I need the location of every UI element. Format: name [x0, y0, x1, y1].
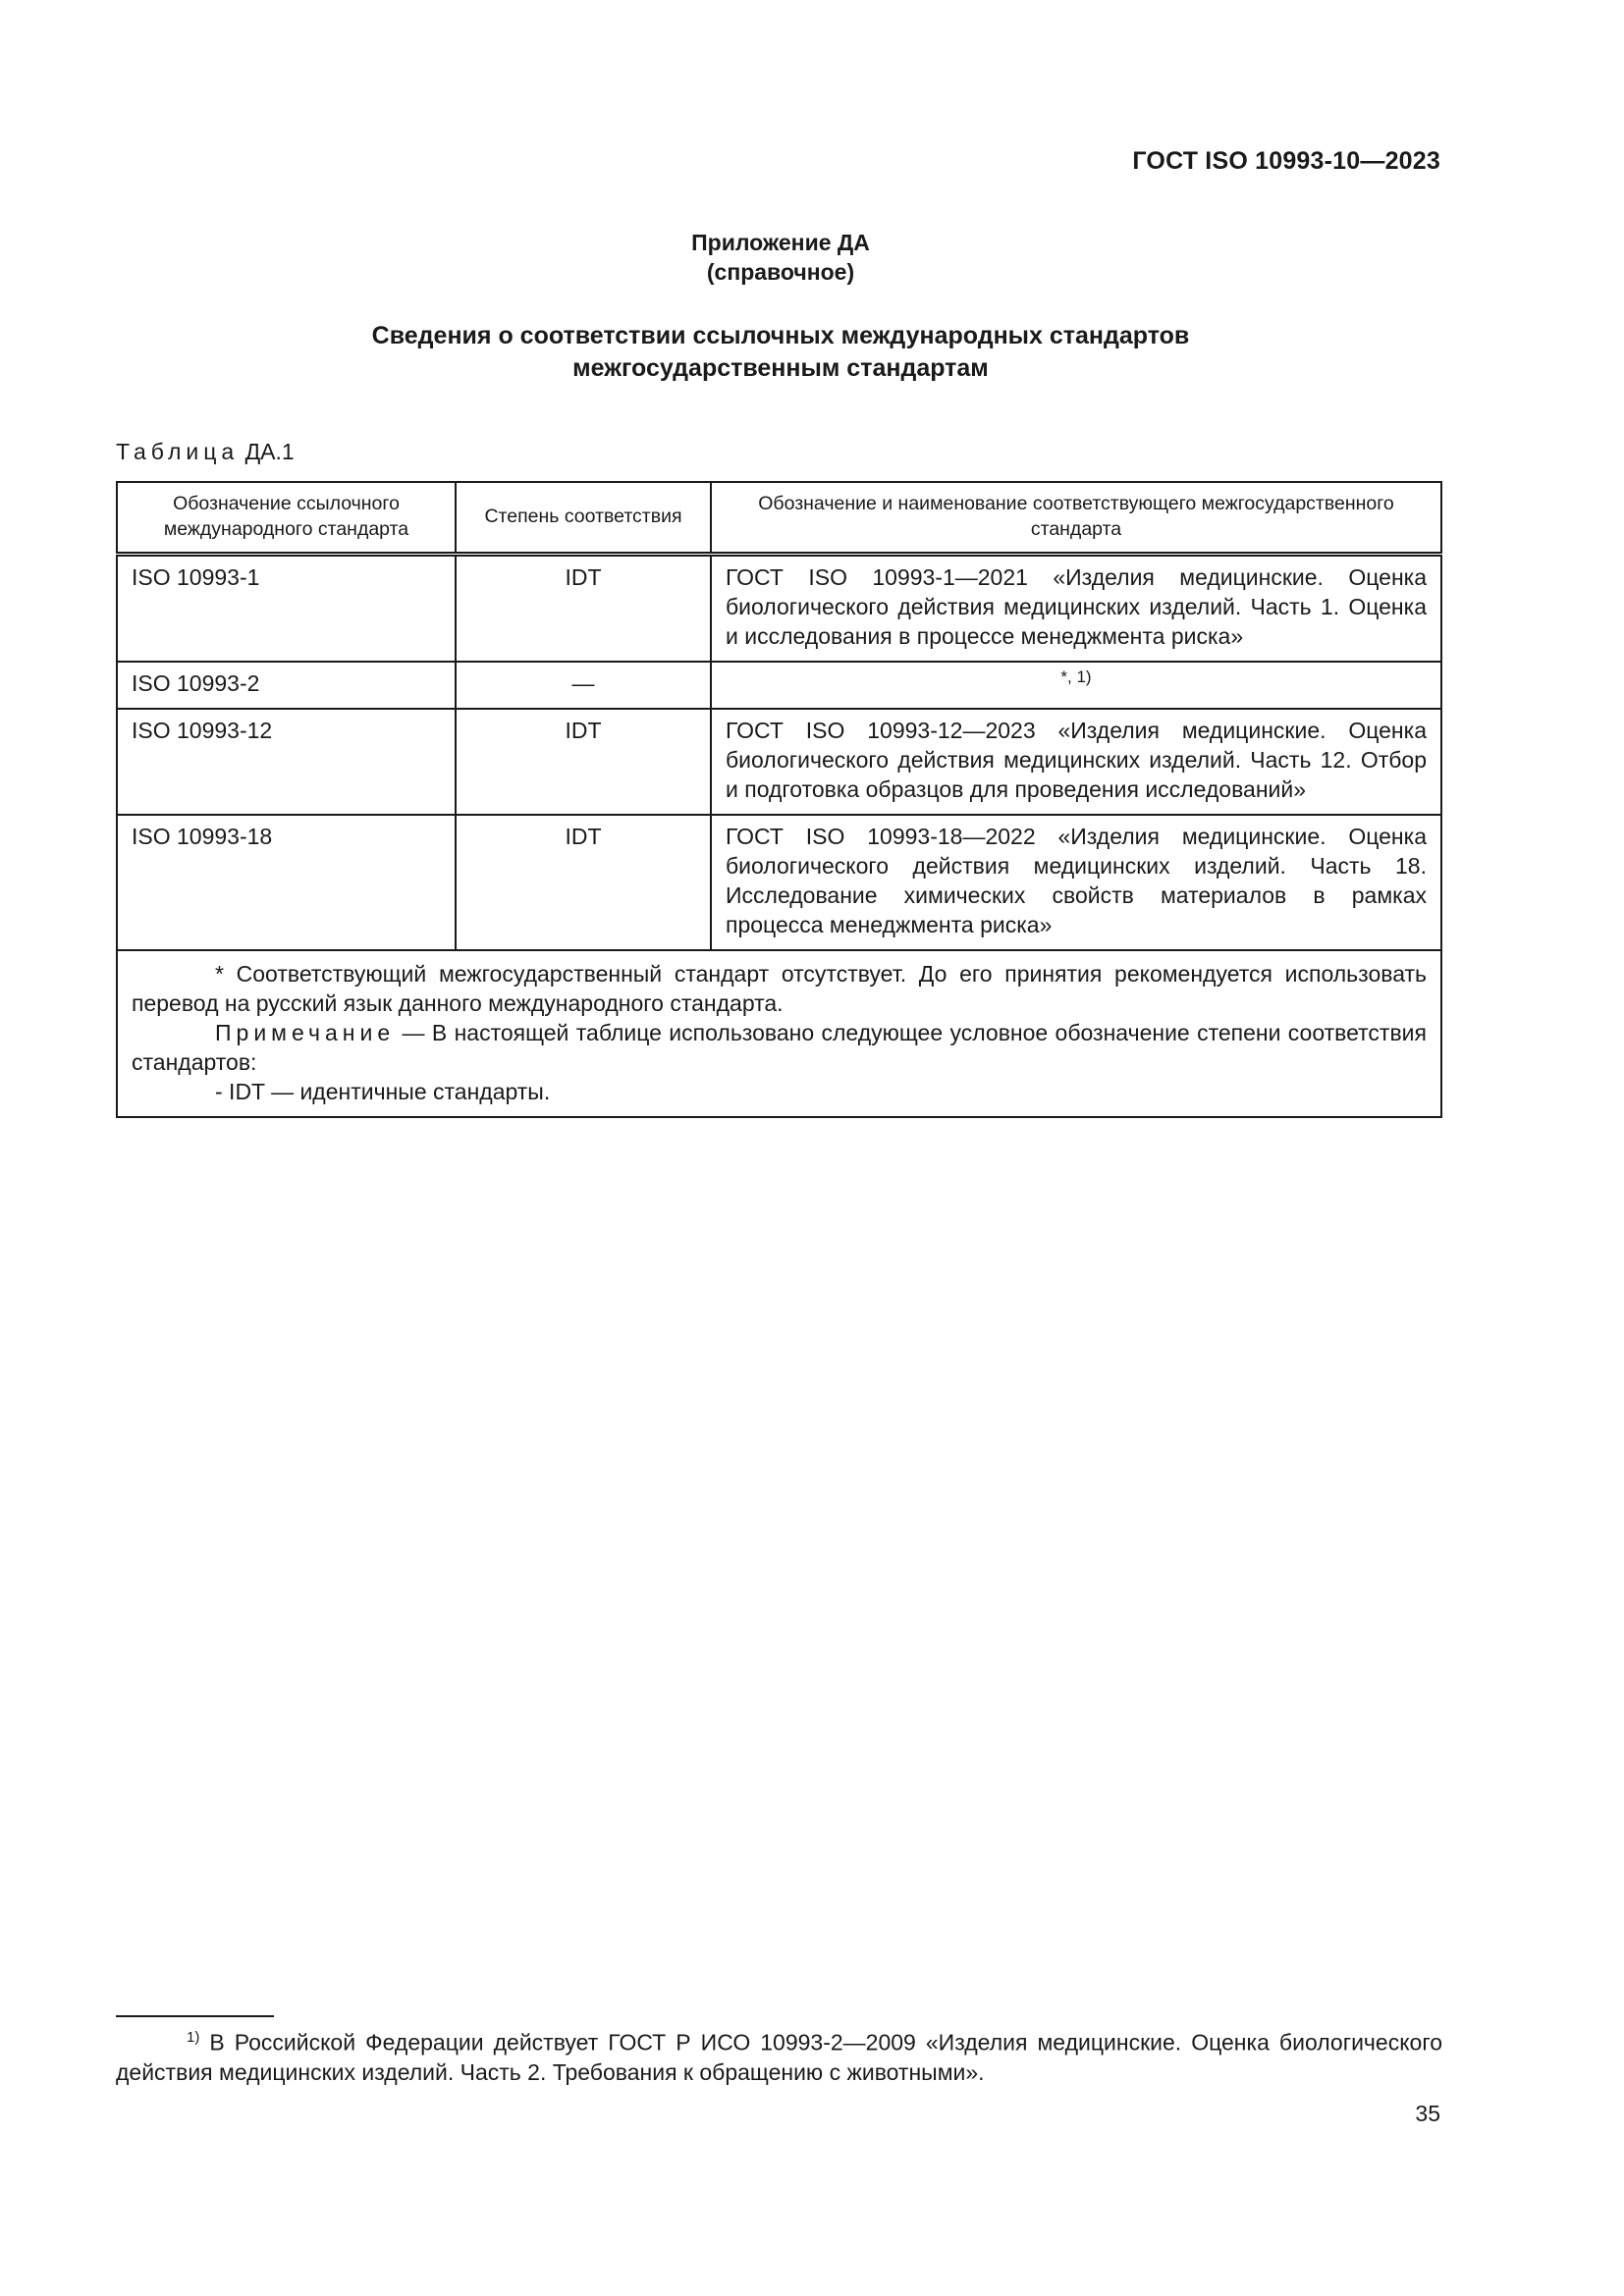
header-ref-standard: Обозначение ссылочного международного стандарта: [117, 482, 456, 555]
correspondence-table: [116, 481, 1442, 1118]
table-notes: [117, 950, 1441, 1117]
section-title: [0, 320, 1561, 385]
cell-standard: ГОСТ ISO 10993-1—2021 «Изделия медицинские. Оценка биологического действия медицинских изделий. Часть 1. Оценка и исследования в процессе менеджмента риска»: [711, 555, 1441, 663]
cell-standard: *, 1): [711, 662, 1441, 709]
table-row: [117, 815, 1441, 950]
document-code: ГОСТ ISO 10993-10—2023: [1132, 147, 1440, 175]
cell-ref: ISO 10993-2: [117, 662, 456, 709]
annex-title: Приложение ДА: [691, 230, 870, 255]
note-text: — В настоящей таблице использовано следующее условное обозначение степени соответствия стандартов:: [132, 1020, 1427, 1075]
annex-heading: [0, 228, 1561, 287]
table-label-number: ДА.1: [244, 439, 295, 464]
header-degree: Степень соответствия: [456, 482, 711, 555]
footnote-divider: [116, 2015, 274, 2017]
section-title-line-1: Сведения о соответствии ссылочных международных стандартов: [371, 322, 1190, 349]
header-interstate-standard: Обозначение и наименование соответствующего межгосударственного стандарта: [711, 482, 1441, 555]
table-label: [116, 439, 295, 465]
table-notes-row: [117, 950, 1441, 1117]
table-row: [117, 662, 1441, 709]
annex-subtitle: (справочное): [706, 259, 855, 285]
cell-degree: IDT: [456, 709, 711, 815]
cell-standard: ГОСТ ISO 10993-12—2023 «Изделия медицинские. Оценка биологического действия медицинских изделий. Часть 12. Отбор и подготовка образцов для проведения исследований»: [711, 709, 1441, 815]
cell-ref: ISO 10993-1: [117, 555, 456, 663]
table-header-row: [117, 482, 1441, 555]
page-number: 35: [1415, 2101, 1440, 2126]
cell-degree: IDT: [456, 815, 711, 950]
idt-definition: - IDT — идентичные стандарты.: [215, 1079, 551, 1104]
cell-ref: ISO 10993-12: [117, 709, 456, 815]
cell-degree: IDT: [456, 555, 711, 663]
table-row: [117, 709, 1441, 815]
cell-standard: ГОСТ ISO 10993-18—2022 «Изделия медицинские. Оценка биологического действия медицинских изделий. Часть 18. Исследование химических свойств материалов в рамках процесса менеджмента риска»: [711, 815, 1441, 950]
footnote-text: В Российской Федерации действует ГОСТ Р ИСО 10993-2—2009 «Изделия медицинские. Оценка биологического действия медицинских изделий. Часть 2. Требования к обращению с животными».: [116, 2029, 1442, 2085]
footnote-mark: 1): [187, 2029, 200, 2046]
asterisk-note: * Соответствующий межгосударственный стандарт отсутствует. До его принятия рекомендуется использовать перевод на русский язык данного международного стандарта.: [132, 961, 1427, 1016]
note-paragraph: [132, 1018, 1427, 1077]
table-row: [117, 555, 1441, 663]
section-title-line-2: межгосударственным стандартам: [572, 354, 989, 382]
note-label: Примечание: [215, 1020, 396, 1045]
footnote: [116, 2023, 1442, 2087]
cell-ref: ISO 10993-18: [117, 815, 456, 950]
cell-degree: —: [456, 662, 711, 709]
table-label-word: Таблица: [116, 439, 240, 464]
